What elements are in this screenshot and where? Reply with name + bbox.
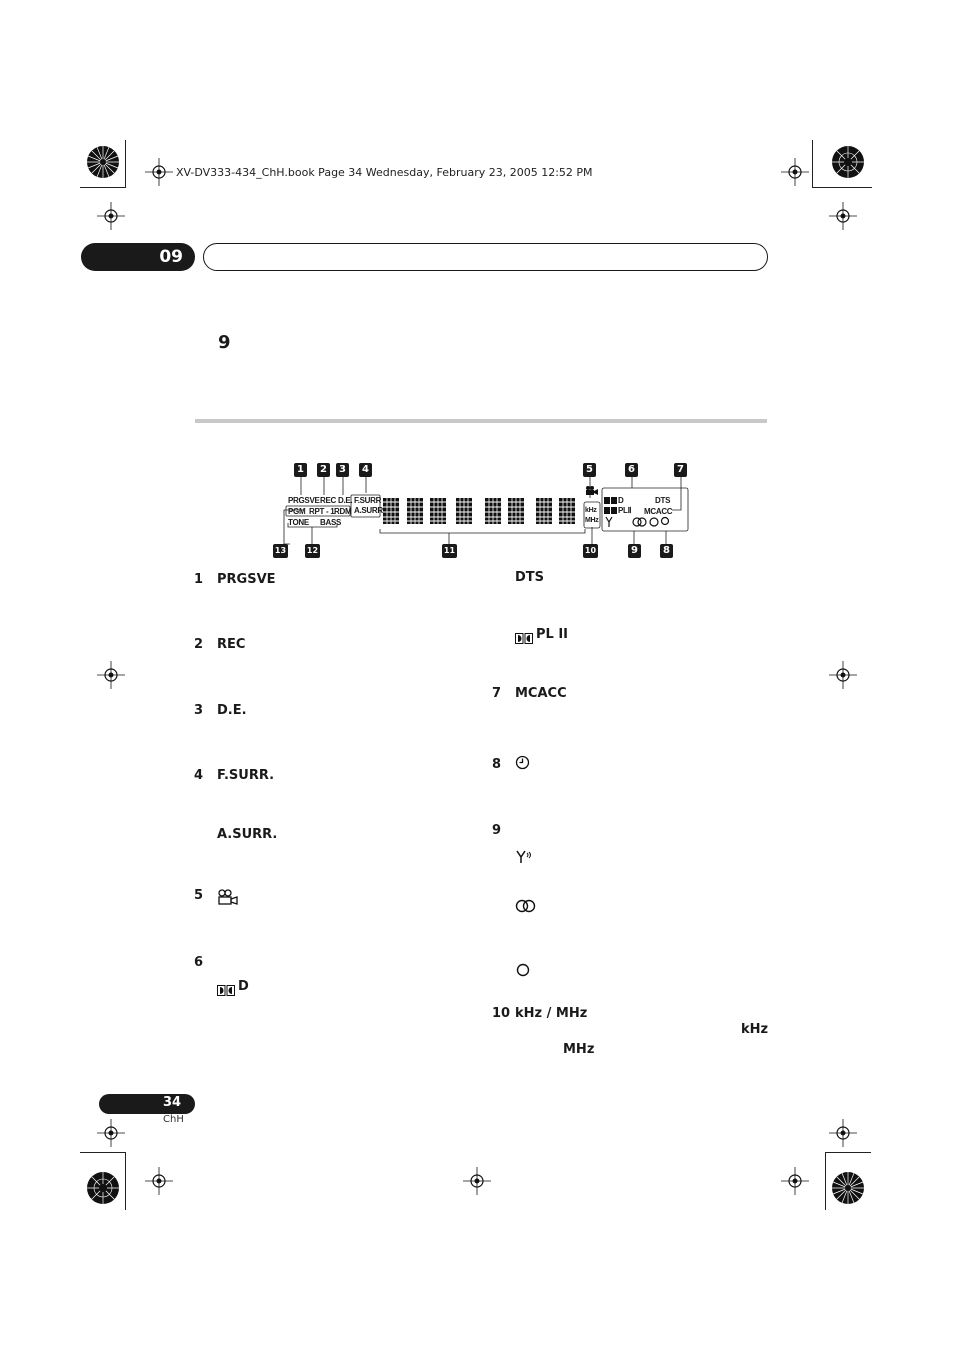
badge-8: 8 [660, 544, 673, 558]
rosette-icon [831, 1171, 865, 1205]
item-number: 9 [492, 823, 502, 838]
crop-line [812, 140, 813, 188]
crop-line [125, 140, 126, 188]
section-number: 9 [218, 332, 231, 353]
crop-line [812, 187, 872, 188]
mhz-inline: MHz [563, 1042, 595, 1057]
display-pl2: PLⅡ [618, 506, 632, 515]
display-dts: DTS [655, 496, 671, 505]
display-pgm: PGM [288, 507, 306, 516]
video-camera-icon [217, 889, 239, 909]
crop-line [80, 187, 126, 188]
item-label: PRGSVE [217, 572, 276, 587]
stereo-icon [515, 898, 537, 917]
registration-mark-icon [829, 202, 857, 230]
item-label: DTS [515, 570, 545, 585]
item-label: D [238, 979, 249, 994]
registration-mark-icon [97, 661, 125, 689]
registration-mark-icon [145, 158, 173, 186]
registration-mark-icon [781, 158, 809, 186]
item-number: 5 [194, 888, 204, 903]
item-number: 3 [194, 703, 204, 718]
registration-mark-icon [463, 1167, 491, 1195]
dolby-icon [515, 629, 533, 648]
badge-13: 13 [273, 544, 288, 558]
display-prgsve: PRGSVE [288, 496, 320, 505]
tuned-antenna-icon [515, 849, 533, 868]
display-mhz: MHz [585, 517, 599, 524]
display-fsurr: F.SURR [354, 496, 382, 505]
section-rule [195, 419, 767, 423]
registration-mark-icon [145, 1167, 173, 1195]
rosette-icon [831, 145, 865, 179]
badge-12: 12 [305, 544, 320, 558]
display-rec: REC [320, 496, 336, 505]
display-dolby-d: D [618, 496, 624, 505]
badge-10: 10 [583, 544, 598, 558]
display-bass: BASS [320, 518, 342, 527]
badge-7: 7 [674, 463, 687, 477]
item-number: 8 [492, 757, 502, 772]
item-label: PL II [536, 627, 569, 642]
rosette-icon [86, 1171, 120, 1205]
khz-inline: kHz [741, 1022, 769, 1037]
dolby-icon [217, 981, 235, 1000]
item-number: 7 [492, 686, 502, 701]
display-khz: kHz [585, 507, 597, 514]
item-number: 1 [194, 572, 204, 587]
chapter-title-box [203, 243, 768, 271]
display-tone: TONE [288, 518, 309, 527]
item-label: MCACC [515, 686, 567, 701]
item-number: 10 [492, 1006, 511, 1021]
crop-line [825, 1152, 826, 1210]
registration-mark-icon [97, 1119, 125, 1147]
badge-9: 9 [628, 544, 641, 558]
item-number: 4 [194, 768, 204, 783]
item-number: 6 [194, 955, 204, 970]
item-label: kHz / MHz [515, 1006, 588, 1021]
item-label: D.E. [217, 703, 247, 718]
display-asurr: A.SURR [354, 506, 383, 515]
mono-icon [515, 962, 531, 981]
badge-5: 5 [583, 463, 596, 477]
crop-line [125, 1152, 126, 1210]
item-label: F.SURR. [217, 768, 275, 783]
registration-mark-icon [97, 202, 125, 230]
page-number: 34 [163, 1095, 182, 1110]
display-rpt: RPT - 1 [309, 507, 335, 516]
crop-line [80, 1152, 126, 1153]
sleep-timer-icon [515, 755, 530, 774]
rosette-icon [86, 145, 120, 179]
display-de: D.E. [338, 496, 353, 505]
badge-4: 4 [359, 463, 372, 477]
display-mcacc: MCACC [644, 507, 673, 516]
registration-mark-icon [829, 661, 857, 689]
badge-3: 3 [336, 463, 349, 477]
front-panel-display-diagram [274, 460, 695, 560]
item-label: REC [217, 637, 246, 652]
badge-1: 1 [294, 463, 307, 477]
registration-mark-icon [781, 1167, 809, 1195]
item-label: A.SURR. [217, 827, 278, 842]
chapter-tab [81, 243, 195, 271]
registration-mark-icon [829, 1119, 857, 1147]
chapter-number: 09 [159, 247, 183, 267]
badge-2: 2 [317, 463, 330, 477]
book-info-line: XV-DV333-434_ChH.book Page 34 Wednesday, February 23, 2005 12:52 PM [176, 166, 593, 179]
badge-6: 6 [625, 463, 638, 477]
display-rdm: RDM [334, 507, 352, 516]
badge-11: 11 [442, 544, 457, 558]
crop-line [825, 1152, 871, 1153]
item-number: 2 [194, 637, 204, 652]
page-language: ChH [163, 1114, 184, 1125]
